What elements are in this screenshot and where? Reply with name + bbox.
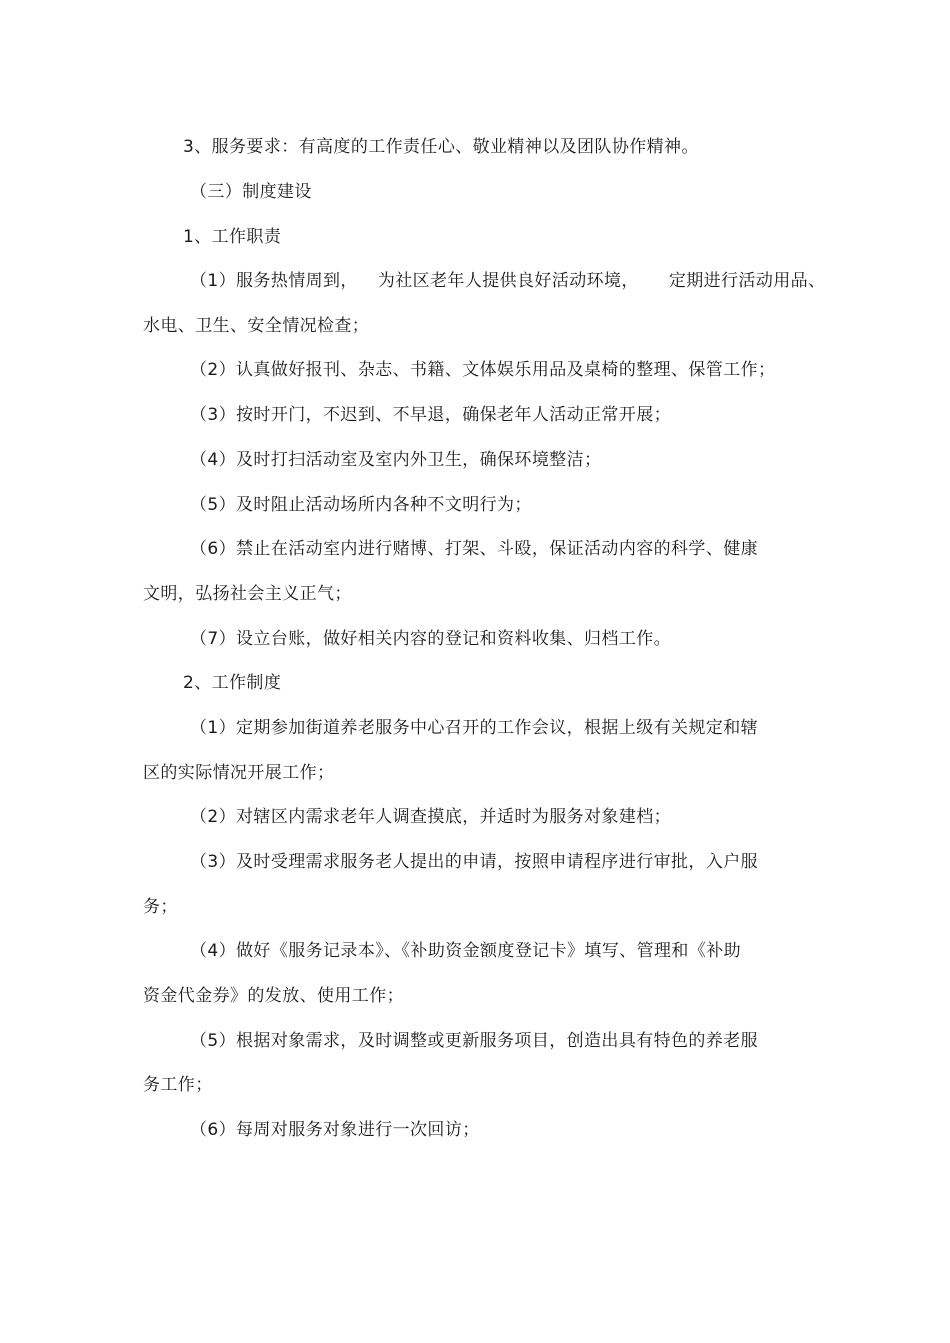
text-line: （2）对辖区内需求老年人调查摸底，并适时为服务对象建档；	[190, 807, 672, 827]
text-segment: （1）服务热情周到，	[190, 271, 358, 291]
text-line: （4）及时打扫活动室及室内外卫生，确保环境整洁；	[190, 450, 602, 470]
text-line: （5）根据对象需求，及时调整或更新服务项目，创造出具有特色的养老服	[190, 1031, 759, 1051]
text-line: 水电、卫生、安全情况检查；	[143, 316, 370, 336]
text-line: （5）及时阻止活动场所内各种不文明行为；	[190, 495, 532, 515]
text-line: （4）做好《服务记录本》、《补助资金额度登记卡》填写、管理和《补助	[190, 941, 742, 961]
text-line	[190, 269, 825, 293]
text-segment: 为社区老年人提供良好活动环境，	[377, 271, 639, 291]
text-line: 3、服务要求：有高度的工作责任心、敬业精神以及团队协作精神。	[183, 137, 699, 157]
text-line: （2）认真做好报刊、杂志、书籍、文体娱乐用品及桌椅的整理、保管工作；	[190, 360, 776, 380]
text-segment: 定期进行活动用品、	[668, 271, 826, 291]
section-heading: （三）制度建设	[190, 182, 312, 202]
subsection-heading: 1、工作职责	[183, 227, 282, 247]
text-line: （3）按时开门，不迟到、不早退，确保老年人活动正常开展；	[190, 405, 672, 425]
text-line: （1）定期参加街道养老服务中心召开的工作会议，根据上级有关规定和辖	[190, 718, 759, 738]
text-line: （3）及时受理需求服务老人提出的申请，按照申请程序进行审批，入户服	[190, 852, 759, 872]
text-line: （6）每周对服务对象进行一次回访；	[190, 1120, 480, 1140]
text-line: 文明，弘扬社会主义正气；	[143, 584, 352, 604]
subsection-heading: 2、工作制度	[183, 673, 282, 693]
text-line: 务；	[143, 897, 178, 917]
text-line: 资金代金券》的发放、使用工作；	[143, 986, 404, 1006]
text-line: 务工作；	[143, 1075, 213, 1095]
text-line: 区的实际情况开展工作；	[143, 763, 335, 783]
text-line: （6）禁止在活动室内进行赌博、打架、斗殴，保证活动内容的科学、健康	[190, 539, 759, 559]
text-line: （7）设立台账，做好相关内容的登记和资料收集、归档工作。	[190, 629, 672, 649]
